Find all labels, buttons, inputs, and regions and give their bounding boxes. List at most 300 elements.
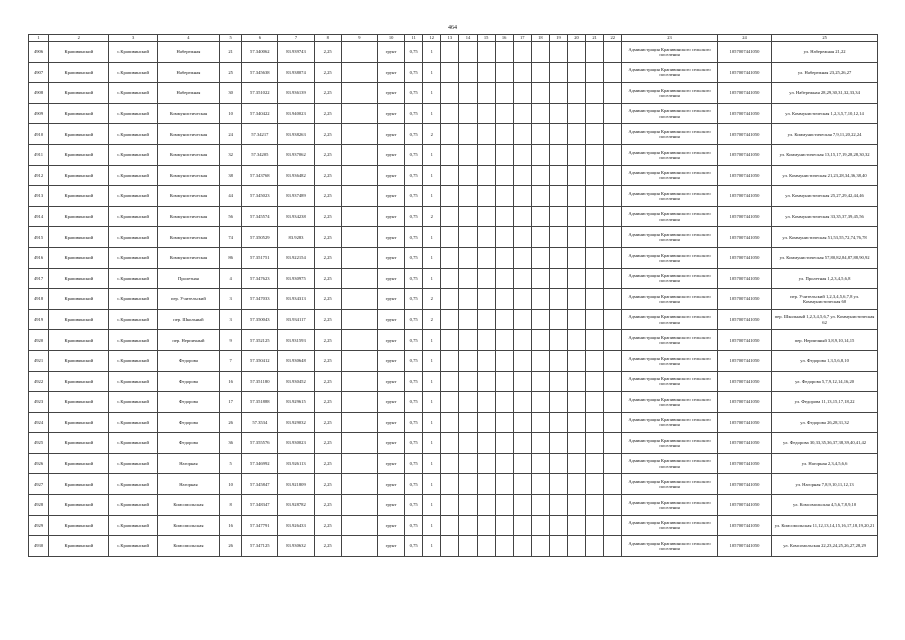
empty-cell xyxy=(477,371,495,392)
longitude-cell: 83.928782 xyxy=(278,495,314,516)
row-id-cell: 4909 xyxy=(29,103,49,124)
area-cell: 2,25 xyxy=(314,247,341,268)
area-cell: 2,25 xyxy=(314,144,341,165)
locality-cell: с.Крапивинский xyxy=(109,144,157,165)
owner-cell: Администрация Крапивинского сельского поселения xyxy=(622,186,718,207)
empty-cell xyxy=(567,474,585,495)
surface-cell: грунт xyxy=(377,247,404,268)
empty-cell xyxy=(459,474,477,495)
row-id-cell: 4923 xyxy=(29,392,49,413)
latitude-cell: 57.348347 xyxy=(242,495,278,516)
district-cell: Крапивинский xyxy=(49,536,109,557)
ogrn-cell: 1057007441050 xyxy=(717,309,771,330)
volume-cell: 0,75 xyxy=(405,144,423,165)
district-cell: Крапивинский xyxy=(49,247,109,268)
surface-cell: грунт xyxy=(377,371,404,392)
street-cell: Коммунистическая xyxy=(157,124,219,145)
empty-cell xyxy=(341,62,377,83)
empty-cell xyxy=(459,330,477,351)
column-header: 16 xyxy=(495,35,513,42)
owner-cell: Администрация Крапивинского сельского поселения xyxy=(622,330,718,351)
ogrn-cell: 1057007441050 xyxy=(717,330,771,351)
row-id-cell: 4930 xyxy=(29,536,49,557)
area-cell: 2,25 xyxy=(314,392,341,413)
served-addresses-cell: ул. Федорова 11,13,15,17,18,22 xyxy=(772,392,878,413)
empty-cell xyxy=(477,144,495,165)
house-cell: 7 xyxy=(220,350,242,371)
table-row xyxy=(29,453,878,474)
empty-cell xyxy=(567,165,585,186)
empty-cell xyxy=(495,289,513,310)
container-count-cell: 1 xyxy=(423,227,441,248)
house-cell: 26 xyxy=(220,536,242,557)
district-cell: Крапивинский xyxy=(49,186,109,207)
house-cell: 5 xyxy=(220,453,242,474)
district-cell: Крапивинский xyxy=(49,433,109,454)
latitude-cell: 57.345023 xyxy=(242,186,278,207)
surface-cell: грунт xyxy=(377,309,404,330)
empty-cell xyxy=(604,186,622,207)
latitude-cell: 57.351180 xyxy=(242,371,278,392)
locality-cell: с.Крапивинский xyxy=(109,371,157,392)
row-id-cell: 4928 xyxy=(29,495,49,516)
empty-cell xyxy=(513,124,531,145)
table-row xyxy=(29,268,878,289)
empty-cell xyxy=(513,474,531,495)
empty-cell xyxy=(567,392,585,413)
empty-cell xyxy=(604,144,622,165)
district-cell: Крапивинский xyxy=(49,103,109,124)
latitude-cell: 57.3534 xyxy=(242,412,278,433)
latitude-cell: 57.347623 xyxy=(242,268,278,289)
empty-cell xyxy=(341,227,377,248)
table-row xyxy=(29,103,878,124)
empty-cell xyxy=(495,124,513,145)
street-cell: пер. Школьный xyxy=(157,309,219,330)
served-addresses-cell: ул. Федорова 26,28,31,32 xyxy=(772,412,878,433)
empty-cell xyxy=(586,83,604,104)
area-cell: 2,25 xyxy=(314,495,341,516)
locality-cell: с.Крапивинский xyxy=(109,350,157,371)
empty-cell xyxy=(513,453,531,474)
locality-cell: с.Крапивинский xyxy=(109,453,157,474)
locality-cell: с.Крапивинский xyxy=(109,330,157,351)
empty-cell xyxy=(341,206,377,227)
longitude-cell: 83.939743 xyxy=(278,42,314,63)
ogrn-cell: 1057007441050 xyxy=(717,268,771,289)
empty-cell xyxy=(586,165,604,186)
table-row xyxy=(29,62,878,83)
house-cell: 3 xyxy=(220,309,242,330)
empty-cell xyxy=(477,289,495,310)
empty-cell xyxy=(531,330,549,351)
empty-cell xyxy=(513,412,531,433)
empty-cell xyxy=(604,103,622,124)
latitude-cell: 57.345847 xyxy=(242,474,278,495)
column-header: 4 xyxy=(157,35,219,42)
container-count-cell: 1 xyxy=(423,103,441,124)
empty-cell xyxy=(567,83,585,104)
district-cell: Крапивинский xyxy=(49,515,109,536)
empty-cell xyxy=(495,42,513,63)
empty-cell xyxy=(586,515,604,536)
container-count-cell: 1 xyxy=(423,495,441,516)
district-cell: Крапивинский xyxy=(49,42,109,63)
area-cell: 2,25 xyxy=(314,227,341,248)
latitude-cell: 57.343768 xyxy=(242,165,278,186)
empty-cell xyxy=(441,330,459,351)
empty-cell xyxy=(549,289,567,310)
locality-cell: с.Крапивинский xyxy=(109,83,157,104)
empty-cell xyxy=(477,433,495,454)
empty-cell xyxy=(459,124,477,145)
volume-cell: 0,75 xyxy=(405,392,423,413)
empty-cell xyxy=(513,515,531,536)
empty-cell xyxy=(567,42,585,63)
longitude-cell: 83.934117 xyxy=(278,309,314,330)
empty-cell xyxy=(513,144,531,165)
empty-cell xyxy=(441,62,459,83)
district-cell: Крапивинский xyxy=(49,392,109,413)
empty-cell xyxy=(341,474,377,495)
empty-cell xyxy=(567,186,585,207)
empty-cell xyxy=(341,309,377,330)
area-cell: 2,25 xyxy=(314,124,341,145)
empty-cell xyxy=(604,124,622,145)
empty-cell xyxy=(531,124,549,145)
ogrn-cell: 1057007441050 xyxy=(717,289,771,310)
ogrn-cell: 1057007441050 xyxy=(717,495,771,516)
latitude-cell: 57.345638 xyxy=(242,62,278,83)
ogrn-cell: 1057007441050 xyxy=(717,42,771,63)
empty-cell xyxy=(531,412,549,433)
column-header: 1 xyxy=(29,35,49,42)
table-row xyxy=(29,206,878,227)
area-cell: 2,25 xyxy=(314,330,341,351)
empty-cell xyxy=(604,165,622,186)
column-header: 3 xyxy=(109,35,157,42)
district-cell: Крапивинский xyxy=(49,330,109,351)
empty-cell xyxy=(477,268,495,289)
table-row xyxy=(29,83,878,104)
owner-cell: Администрация Крапивинского сельского поселения xyxy=(622,350,718,371)
ogrn-cell: 1057007441050 xyxy=(717,165,771,186)
empty-cell xyxy=(586,144,604,165)
served-addresses-cell: ул. Пролетная 1,2,3,4,5,6,8 xyxy=(772,268,878,289)
empty-cell xyxy=(341,433,377,454)
empty-cell xyxy=(441,515,459,536)
volume-cell: 0,75 xyxy=(405,536,423,557)
owner-cell: Администрация Крапивинского сельского поселения xyxy=(622,227,718,248)
empty-cell xyxy=(441,227,459,248)
empty-cell xyxy=(604,42,622,63)
owner-cell: Администрация Крапивинского сельского поселения xyxy=(622,536,718,557)
column-header: 21 xyxy=(586,35,604,42)
empty-cell xyxy=(604,83,622,104)
empty-cell xyxy=(477,392,495,413)
container-count-cell: 1 xyxy=(423,453,441,474)
empty-cell xyxy=(459,433,477,454)
empty-cell xyxy=(459,268,477,289)
house-cell: 10 xyxy=(220,474,242,495)
empty-cell xyxy=(477,495,495,516)
latitude-cell: 57.340062 xyxy=(242,42,278,63)
empty-cell xyxy=(477,227,495,248)
table-header xyxy=(29,35,878,42)
empty-cell xyxy=(441,186,459,207)
longitude-cell: 83.936482 xyxy=(278,165,314,186)
district-cell: Крапивинский xyxy=(49,412,109,433)
served-addresses-cell: пер. Учительский 1,2,3,4,5,6,7,8 ул. Коммунистическая 60 xyxy=(772,289,878,310)
locality-cell: с.Крапивинский xyxy=(109,515,157,536)
locality-cell: с.Крапивинский xyxy=(109,62,157,83)
latitude-cell: 57.351751 xyxy=(242,247,278,268)
empty-cell xyxy=(513,536,531,557)
area-cell: 2,25 xyxy=(314,42,341,63)
house-cell: 36 xyxy=(220,433,242,454)
empty-cell xyxy=(341,392,377,413)
column-header: 12 xyxy=(423,35,441,42)
empty-cell xyxy=(586,289,604,310)
empty-cell xyxy=(531,350,549,371)
area-cell: 2,25 xyxy=(314,350,341,371)
empty-cell xyxy=(531,289,549,310)
table-row xyxy=(29,124,878,145)
house-cell: 25 xyxy=(220,62,242,83)
empty-cell xyxy=(341,144,377,165)
longitude-cell: 83.930023 xyxy=(278,433,314,454)
longitude-cell: 83.929615 xyxy=(278,392,314,413)
owner-cell: Администрация Крапивинского сельского поселения xyxy=(622,515,718,536)
empty-cell xyxy=(459,536,477,557)
ogrn-cell: 1057007441050 xyxy=(717,144,771,165)
empty-cell xyxy=(513,42,531,63)
served-addresses-cell: ул. Коммунистическая 51,53,55,72,74,76,78 xyxy=(772,227,878,248)
column-header: 10 xyxy=(377,35,404,42)
empty-cell xyxy=(604,536,622,557)
empty-cell xyxy=(495,330,513,351)
column-header: 17 xyxy=(513,35,531,42)
empty-cell xyxy=(549,412,567,433)
empty-cell xyxy=(531,268,549,289)
served-addresses-cell: ул. Комсомольская 4,5,6,7,8,9,10 xyxy=(772,495,878,516)
surface-cell: грунт xyxy=(377,495,404,516)
area-cell: 2,25 xyxy=(314,165,341,186)
empty-cell xyxy=(549,350,567,371)
column-header: 25 xyxy=(772,35,878,42)
container-count-cell: 2 xyxy=(423,309,441,330)
empty-cell xyxy=(459,62,477,83)
empty-cell xyxy=(586,103,604,124)
empty-cell xyxy=(586,474,604,495)
empty-cell xyxy=(549,474,567,495)
volume-cell: 0,75 xyxy=(405,62,423,83)
empty-cell xyxy=(477,103,495,124)
latitude-cell: 57.350043 xyxy=(242,309,278,330)
volume-cell: 0,75 xyxy=(405,124,423,145)
district-cell: Крапивинский xyxy=(49,474,109,495)
owner-cell: Администрация Крапивинского сельского поселения xyxy=(622,62,718,83)
table-row xyxy=(29,186,878,207)
served-addresses-cell: ул. Коммунистическая 21,23,28,34,36,38,40 xyxy=(772,165,878,186)
empty-cell xyxy=(341,289,377,310)
house-cell: 74 xyxy=(220,227,242,248)
ogrn-cell: 1057007441050 xyxy=(717,515,771,536)
column-header: 15 xyxy=(477,35,495,42)
empty-cell xyxy=(477,42,495,63)
empty-cell xyxy=(531,247,549,268)
empty-cell xyxy=(513,268,531,289)
row-id-cell: 4927 xyxy=(29,474,49,495)
empty-cell xyxy=(531,309,549,330)
house-cell: 8 xyxy=(220,495,242,516)
empty-cell xyxy=(531,392,549,413)
area-cell: 2,25 xyxy=(314,62,341,83)
volume-cell: 0,75 xyxy=(405,186,423,207)
street-cell: пер. Нерпичный xyxy=(157,330,219,351)
empty-cell xyxy=(531,495,549,516)
latitude-cell: 57.346992 xyxy=(242,453,278,474)
area-cell: 2,25 xyxy=(314,474,341,495)
area-cell: 2,25 xyxy=(314,371,341,392)
empty-cell xyxy=(549,186,567,207)
served-addresses-cell: ул. Федорова 30,33,35,36,37,38,39,40,41,42 xyxy=(772,433,878,454)
empty-cell xyxy=(604,289,622,310)
owner-cell: Администрация Крапивинского сельского поселения xyxy=(622,42,718,63)
surface-cell: грунт xyxy=(377,62,404,83)
house-cell: 44 xyxy=(220,186,242,207)
ogrn-cell: 1057007441050 xyxy=(717,103,771,124)
row-id-cell: 4910 xyxy=(29,124,49,145)
empty-cell xyxy=(513,495,531,516)
longitude-cell: 83.930648 xyxy=(278,350,314,371)
owner-cell: Администрация Крапивинского сельского поселения xyxy=(622,309,718,330)
empty-cell xyxy=(495,227,513,248)
row-id-cell: 4924 xyxy=(29,412,49,433)
empty-cell xyxy=(549,371,567,392)
empty-cell xyxy=(604,206,622,227)
empty-cell xyxy=(567,536,585,557)
longitude-cell: 83.937489 xyxy=(278,186,314,207)
container-count-cell: 1 xyxy=(423,392,441,413)
served-addresses-cell: ул. Коммунистическая 33,35,37,39,45,56 xyxy=(772,206,878,227)
empty-cell xyxy=(495,515,513,536)
street-cell: Коммунистическая xyxy=(157,186,219,207)
surface-cell: грунт xyxy=(377,124,404,145)
table-row xyxy=(29,330,878,351)
ogrn-cell: 1057007441050 xyxy=(717,536,771,557)
served-addresses-cell: ул. Федорова 5,7,9,12,14,16,20 xyxy=(772,371,878,392)
latitude-cell: 57.351022 xyxy=(242,83,278,104)
longitude-cell: 83.926113 xyxy=(278,453,314,474)
empty-cell xyxy=(459,289,477,310)
empty-cell xyxy=(341,103,377,124)
house-cell: 24 xyxy=(220,124,242,145)
empty-cell xyxy=(531,206,549,227)
container-count-cell: 2 xyxy=(423,289,441,310)
empty-cell xyxy=(604,309,622,330)
container-count-cell: 1 xyxy=(423,474,441,495)
empty-cell xyxy=(531,62,549,83)
area-cell: 2,25 xyxy=(314,103,341,124)
empty-cell xyxy=(586,453,604,474)
row-id-cell: 4908 xyxy=(29,83,49,104)
empty-cell xyxy=(441,42,459,63)
empty-cell xyxy=(604,227,622,248)
longitude-cell: 83.9283 xyxy=(278,227,314,248)
empty-cell xyxy=(459,371,477,392)
volume-cell: 0,75 xyxy=(405,103,423,124)
owner-cell: Администрация Крапивинского сельского поселения xyxy=(622,165,718,186)
empty-cell xyxy=(477,124,495,145)
row-id-cell: 4913 xyxy=(29,186,49,207)
row-id-cell: 4926 xyxy=(29,453,49,474)
longitude-cell: 83.930632 xyxy=(278,536,314,557)
street-cell: Коммунистическая xyxy=(157,103,219,124)
empty-cell xyxy=(567,371,585,392)
empty-cell xyxy=(341,412,377,433)
district-cell: Крапивинский xyxy=(49,165,109,186)
empty-cell xyxy=(586,309,604,330)
container-count-cell: 1 xyxy=(423,371,441,392)
surface-cell: грунт xyxy=(377,433,404,454)
ogrn-cell: 1057007441050 xyxy=(717,62,771,83)
area-cell: 2,25 xyxy=(314,268,341,289)
column-header: 7 xyxy=(278,35,314,42)
street-cell: Коммунистическая xyxy=(157,227,219,248)
container-count-cell: 1 xyxy=(423,268,441,289)
empty-cell xyxy=(341,124,377,145)
empty-cell xyxy=(604,268,622,289)
street-cell: Нагорная xyxy=(157,474,219,495)
served-addresses-cell: пер. Школьный 1,2,3,4,5,6,7 ул. Коммунистическая 62 xyxy=(772,309,878,330)
locality-cell: с.Крапивинский xyxy=(109,495,157,516)
surface-cell: грунт xyxy=(377,206,404,227)
empty-cell xyxy=(441,536,459,557)
column-header: 13 xyxy=(441,35,459,42)
column-header: 9 xyxy=(341,35,377,42)
empty-cell xyxy=(549,103,567,124)
empty-cell xyxy=(549,495,567,516)
owner-cell: Администрация Крапивинского сельского поселения xyxy=(622,103,718,124)
street-cell: Набережная xyxy=(157,83,219,104)
empty-cell xyxy=(341,330,377,351)
row-id-cell: 4920 xyxy=(29,330,49,351)
empty-cell xyxy=(341,83,377,104)
empty-cell xyxy=(459,247,477,268)
latitude-cell: 57.350529 xyxy=(242,227,278,248)
empty-cell xyxy=(459,453,477,474)
empty-cell xyxy=(567,495,585,516)
street-cell: Набережная xyxy=(157,62,219,83)
street-cell: Пролетная xyxy=(157,268,219,289)
empty-cell xyxy=(549,536,567,557)
owner-cell: Администрация Крапивинского сельского поселения xyxy=(622,433,718,454)
locality-cell: с.Крапивинский xyxy=(109,289,157,310)
ogrn-cell: 1057007441050 xyxy=(717,433,771,454)
empty-cell xyxy=(441,392,459,413)
column-header: 19 xyxy=(549,35,567,42)
owner-cell: Администрация Крапивинского сельского поселения xyxy=(622,371,718,392)
empty-cell xyxy=(495,186,513,207)
empty-cell xyxy=(341,453,377,474)
row-id-cell: 4906 xyxy=(29,42,49,63)
table-row xyxy=(29,42,878,63)
empty-cell xyxy=(549,124,567,145)
empty-cell xyxy=(513,227,531,248)
house-cell: 16 xyxy=(220,515,242,536)
ogrn-cell: 1057007441050 xyxy=(717,186,771,207)
